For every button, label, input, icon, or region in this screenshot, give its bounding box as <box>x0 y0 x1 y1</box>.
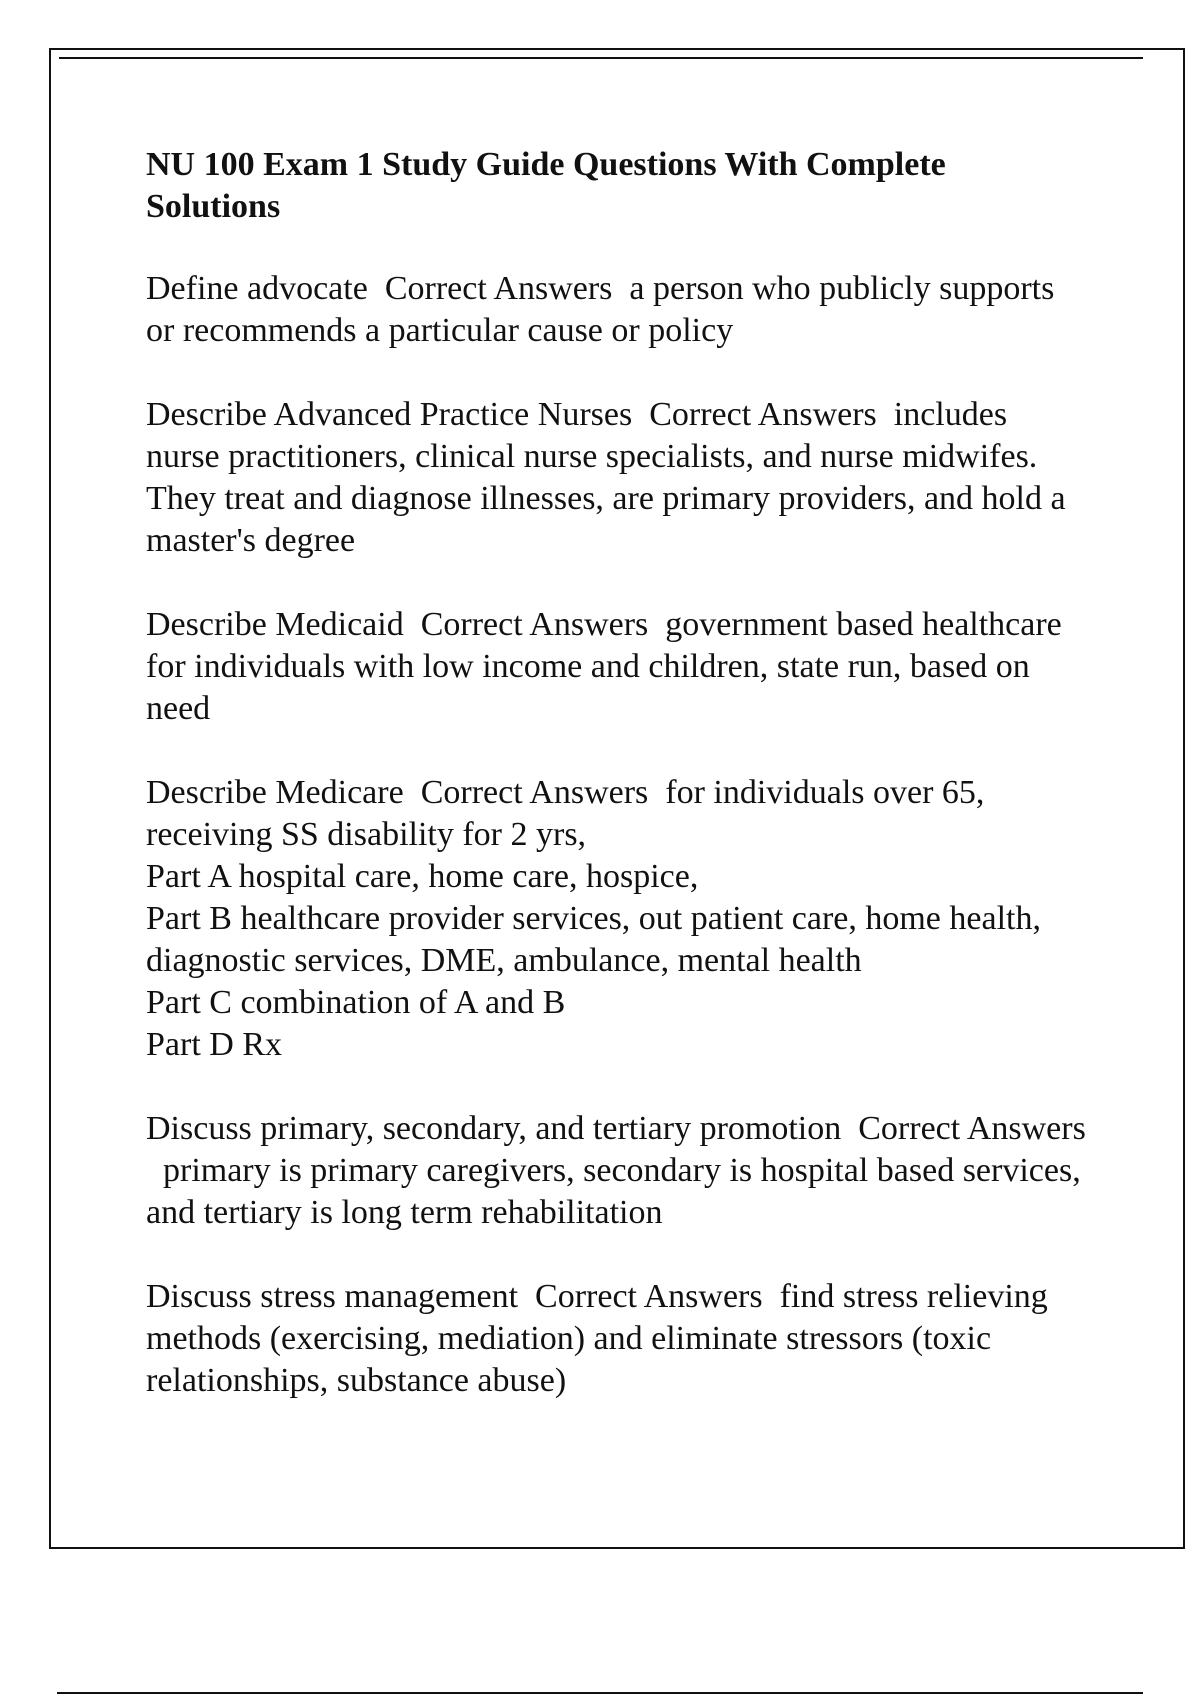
medicare-part-b: Part B healthcare provider services, out patient care, home health, diagnostic services, DME, ambulance, mental health <box>146 900 1041 979</box>
qa-item-health-promotion <box>146 1108 1086 1234</box>
question-text: Discuss stress management <box>146 1278 519 1315</box>
medicare-part-c: Part C combination of A and B <box>146 984 566 1021</box>
answer-text: government based healthcare for individuals with low income and children, state run, based on need <box>146 606 1062 727</box>
answer-label: Correct Answers <box>535 1278 763 1315</box>
answer-text: primary is primary caregivers, secondary is hospital based services, and tertiary is long term rehabilitation <box>146 1152 1081 1231</box>
question-text: Discuss primary, secondary, and tertiary promotion <box>146 1110 842 1147</box>
question-text: Describe Advanced Practice Nurses <box>146 396 633 433</box>
question-text: Describe Medicare <box>146 774 404 811</box>
answer-text: find stress relieving methods (exercising, mediation) and eliminate stressors (toxic relationships, substance abuse) <box>146 1278 1048 1399</box>
qa-item-medicaid <box>146 604 1086 730</box>
answer-text: for individuals over 65, receiving SS disability for 2 yrs, <box>146 774 985 853</box>
answer-label: Correct Answers <box>858 1110 1086 1147</box>
question-text: Describe Medicaid <box>146 606 404 643</box>
answer-text: a person who publicly supports or recommends a particular cause or policy <box>146 270 1055 349</box>
medicare-part-d: Part D Rx <box>146 1026 282 1063</box>
answer-label: Correct Answers <box>649 396 877 433</box>
qa-item-advanced-practice-nurses <box>146 394 1086 562</box>
document-title: NU 100 Exam 1 Study Guide Questions With Complete Solutions <box>146 146 946 225</box>
answer-label: Correct Answers <box>420 606 649 643</box>
question-text: Define advocate <box>146 270 368 307</box>
top-rule <box>59 57 1143 59</box>
answer-label: Correct Answers <box>420 774 649 811</box>
medicare-part-a: Part A hospital care, home care, hospice, <box>146 858 699 895</box>
qa-item-medicare <box>146 772 1086 1066</box>
answer-label: Correct Answers <box>384 270 613 307</box>
answer-text: includes nurse practitioners, clinical nurse specialists, and nurse midwifes. They treat and diagnose illnesses, are primary providers, and hold a master's degree <box>146 396 1066 559</box>
qa-item-advocate <box>146 268 1086 352</box>
medicare-intro-line <box>146 772 1086 856</box>
bottom-rule <box>57 1692 1143 1694</box>
document-body <box>146 144 1086 1444</box>
qa-item-stress-management <box>146 1276 1086 1402</box>
